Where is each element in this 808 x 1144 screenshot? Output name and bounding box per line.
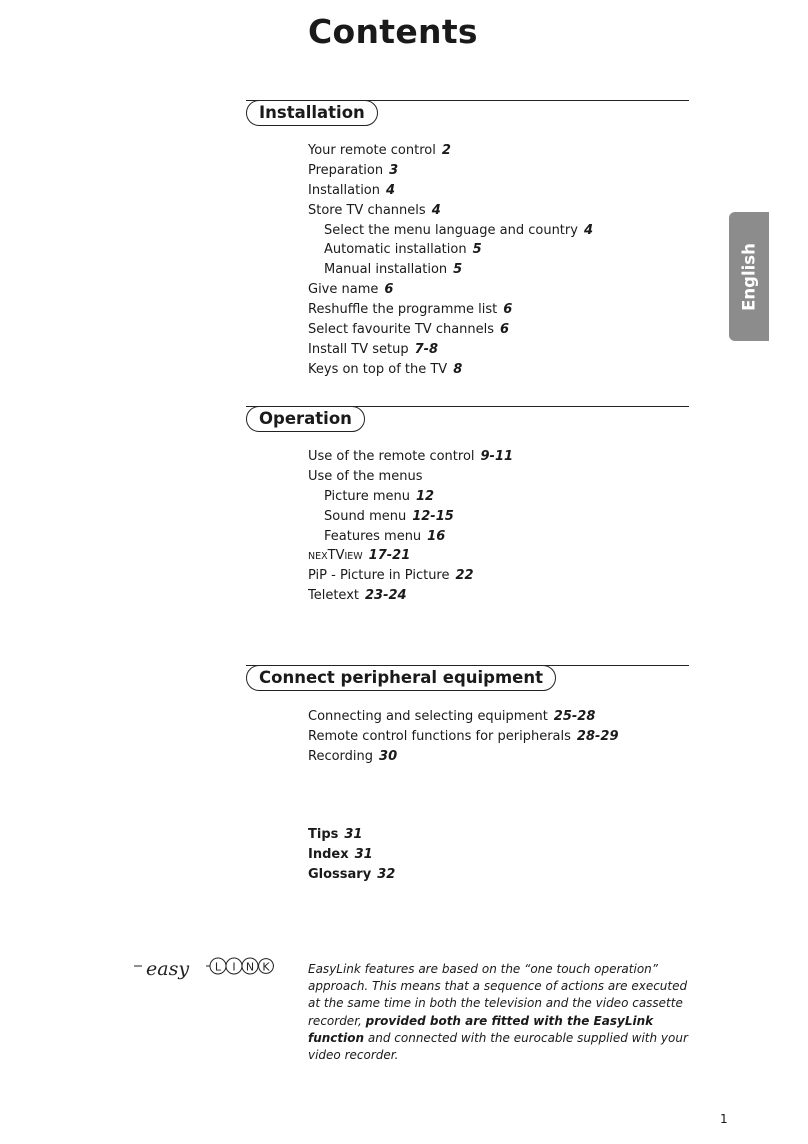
page-ref: 6 — [503, 302, 513, 318]
logo-letter: N — [245, 960, 255, 974]
page-ref: 2 — [441, 143, 451, 158]
page-ref: 23-24 — [365, 588, 407, 604]
toc-subitem[interactable]: Manual installation 5 — [324, 262, 463, 278]
page-ref: 3 — [389, 162, 399, 178]
toc-installation — [308, 141, 593, 380]
section-operation — [246, 406, 689, 434]
page-ref: 4 — [386, 182, 396, 198]
page-ref: 12-15 — [412, 508, 454, 524]
toc-item[interactable]: Teletext 23-24 — [308, 588, 407, 604]
toc-item[interactable]: Installation 4 — [308, 182, 396, 198]
page-ref: 7-8 — [414, 341, 439, 357]
toc-item[interactable]: Give name 6 — [308, 282, 394, 298]
toc-subitem[interactable]: Select the menu language and country 4 — [324, 222, 593, 238]
section-heading-installation: Installation — [246, 100, 378, 126]
page-ref: 22 — [455, 568, 474, 584]
easylink-emphasis: provided both are fitted with the EasyLink function — [308, 1013, 654, 1045]
page-ref: 8 — [453, 361, 463, 377]
section-peripheral — [246, 665, 689, 693]
toc-item[interactable]: Tips 31 — [308, 827, 363, 842]
toc-item[interactable]: Keys on top of the TV 8 — [308, 361, 463, 377]
page-ref: 28-29 — [576, 728, 619, 744]
page-ref: 12 — [415, 488, 435, 504]
page-ref: 17-21 — [368, 548, 411, 564]
toc-subitem[interactable]: Automatic installation 5 — [324, 242, 482, 258]
section-installation — [246, 100, 689, 128]
nextview-label: NEXTVIEW — [308, 548, 363, 564]
toc-item[interactable]: Preparation 3 — [308, 162, 399, 178]
toc-item[interactable]: Your remote control 2 — [308, 143, 451, 158]
logo-letter: K — [262, 960, 270, 974]
toc-item[interactable]: Install TV setup 7-8 — [308, 341, 439, 357]
page-ref: 4 — [583, 222, 593, 238]
page-number: 1 — [720, 1112, 728, 1126]
page-ref: 6 — [384, 282, 394, 298]
page-ref: 30 — [379, 748, 398, 764]
section-heading-peripheral: Connect peripheral equipment — [246, 665, 556, 691]
page-ref: 9-11 — [480, 449, 514, 464]
page-ref: 31 — [354, 846, 373, 862]
language-tab-label: English — [739, 242, 759, 311]
toc-item[interactable]: Remote control functions for peripherals 28-29 — [308, 728, 619, 744]
toc-item[interactable]: Connecting and selecting equipment 25-28 — [308, 709, 596, 724]
toc-item[interactable]: Store TV channels 4 — [308, 202, 441, 218]
toc-item[interactable]: Index 31 — [308, 846, 373, 862]
page-title: Contents — [308, 12, 478, 51]
page-ref: 6 — [500, 322, 510, 338]
section-heading-operation: Operation — [246, 406, 365, 432]
logo-script: easy — [146, 958, 190, 980]
page-ref: 32 — [377, 866, 396, 882]
toc-item[interactable]: PiP - Picture in Picture 22 — [308, 568, 474, 584]
toc-operation — [308, 447, 513, 606]
logo-letter: L — [214, 960, 222, 974]
page-ref: 4 — [431, 202, 441, 218]
toc-peripheral — [308, 707, 618, 767]
page-ref: 5 — [453, 262, 463, 278]
language-tab[interactable] — [729, 212, 769, 341]
page-ref: 31 — [344, 827, 363, 842]
toc-extras — [308, 825, 395, 885]
toc-item[interactable] — [308, 546, 513, 566]
page-ref: 5 — [472, 242, 482, 258]
page-ref: 16 — [427, 528, 446, 544]
toc-subitem[interactable]: Features menu 16 — [324, 528, 446, 544]
toc-item[interactable]: Use of the menus — [308, 468, 423, 484]
toc-item[interactable]: Reshuffle the programme list 6 — [308, 302, 513, 318]
easylink-logo — [134, 953, 274, 983]
toc-item[interactable]: Select favourite TV channels 6 — [308, 322, 510, 338]
page-ref: 25-28 — [553, 709, 596, 724]
logo-letter: I — [232, 960, 236, 974]
toc-item[interactable]: Glossary 32 — [308, 866, 396, 882]
toc-item[interactable]: Recording 30 — [308, 748, 398, 764]
toc-item[interactable]: Use of the remote control 9-11 — [308, 449, 514, 464]
toc-subitem[interactable]: Picture menu 12 — [324, 488, 435, 504]
toc-subitem[interactable]: Sound menu 12-15 — [324, 508, 454, 524]
easylink-description: EasyLink features are based on the “one touch operation” approach. This means that a sequence of actions are executed at the same time in both the television and the video cassette recorder, provided both are fitted with the EasyLink function and connected with the eurocable supplied with your video recorder. — [308, 962, 688, 1063]
